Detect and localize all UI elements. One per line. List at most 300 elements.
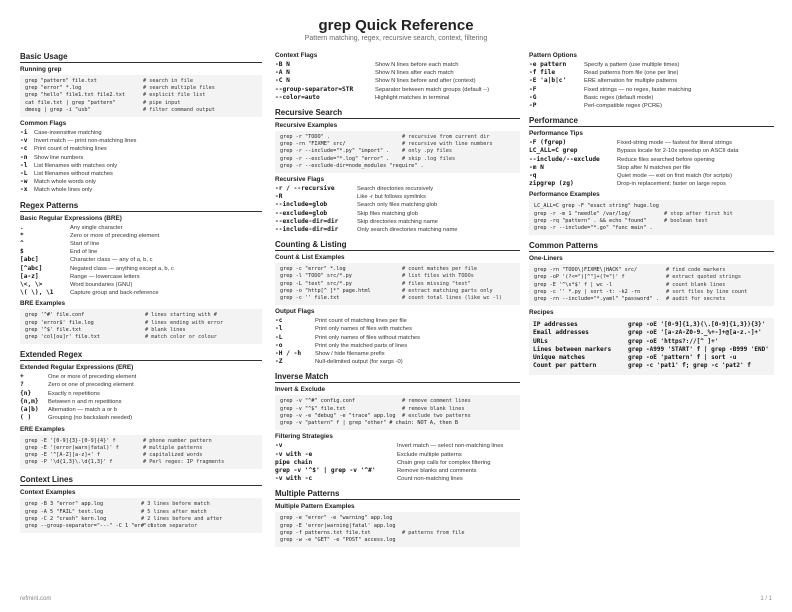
row-description: Print only names of files with matches — [315, 326, 412, 333]
table-row — [20, 414, 262, 422]
code-comment: # Perl regex: IP fragments — [143, 459, 225, 466]
row-key: -L — [275, 333, 283, 341]
code-command: grep -r --include="*.go" "func main" . — [534, 225, 653, 232]
code-command: grep -E 'error|warning|fatal' app.log — [280, 522, 396, 529]
row-description: Specify a pattern (use multiple times) — [584, 62, 680, 68]
table-row — [529, 77, 774, 85]
section-recursive — [275, 108, 520, 234]
code-line — [534, 203, 769, 210]
code-comment: # sort files by line count — [666, 288, 748, 295]
flag-table — [20, 129, 262, 195]
code-command: grep -l "TODO" src/*.py — [280, 273, 352, 280]
code-line — [280, 420, 515, 427]
code-comment: # count matches per file — [402, 266, 477, 273]
row-key: -G — [529, 93, 537, 101]
code-line — [25, 501, 257, 508]
code-command: grep 'col[ou]r' file.txt — [25, 334, 100, 341]
subsection-title: Multiple Pattern Examples — [275, 503, 355, 511]
row-description: Invert match — print non-matching lines — [34, 138, 137, 145]
row-description: Search directories recursively — [357, 186, 434, 193]
flag-table — [275, 317, 520, 366]
code-line — [280, 537, 515, 544]
table-row — [20, 373, 262, 381]
row-key: -f file — [529, 69, 556, 77]
code-comment: # capitalized words — [143, 451, 203, 458]
code-line — [25, 92, 257, 99]
section-title: Basic Usage — [20, 52, 262, 63]
code-line — [25, 509, 257, 516]
row-description: Read patterns from file (one per line) — [584, 70, 679, 77]
row-key: --include=glob — [275, 201, 328, 209]
row-description: Highlight matches in terminal — [375, 94, 450, 101]
code-line — [25, 334, 257, 341]
code-line — [25, 320, 257, 327]
section-title: Counting & Listing — [275, 240, 520, 251]
table-row — [275, 185, 520, 193]
row-description: Fixed strings — no regex, faster matching — [584, 86, 692, 93]
code-comment: # remove blank lines — [402, 405, 465, 412]
subsection-title: Count & List Examples — [275, 254, 345, 262]
table-row — [275, 226, 520, 234]
footer-page-number: 1 / 1 — [760, 596, 772, 602]
code-comment: # search multiple files — [143, 85, 215, 92]
table-row — [20, 398, 262, 406]
code-comment: # recursive from current dir — [402, 134, 490, 141]
subsection-title: ERE Examples — [20, 425, 65, 433]
row-key: Lines between markers — [533, 345, 612, 353]
table-row — [529, 147, 774, 155]
table-row — [20, 178, 262, 186]
table-row — [275, 451, 520, 459]
row-key: --include/--exclude — [529, 155, 600, 163]
code-command: grep "hello" file1.txt file2.txt — [25, 92, 125, 99]
table-row — [275, 210, 520, 218]
row-key: \<, \> — [20, 281, 43, 289]
row-key: Email addresses — [533, 329, 589, 337]
page-header — [0, 18, 792, 42]
code-command: grep -C 2 "crash" kern.log — [25, 515, 107, 522]
code-comment: # blank lines — [145, 326, 186, 333]
code-line — [280, 141, 515, 148]
row-key: {n,m} — [20, 397, 39, 405]
row-description: Negated class — anything except a, b, c — [70, 265, 174, 272]
row-description: Between n and m repetitions — [48, 398, 122, 405]
table-row — [20, 265, 262, 273]
subsection-title: One-Liners — [529, 255, 563, 263]
row-description: Match whole words only — [34, 179, 96, 186]
code-comment: # extract matching parts only — [402, 287, 493, 294]
code-line — [280, 413, 515, 420]
code-line — [280, 288, 515, 295]
code-command: grep -v "^#" config.conf — [280, 398, 355, 405]
row-key: --include-dir=dir — [275, 226, 339, 234]
section-title: Performance — [529, 116, 774, 127]
table-row — [20, 240, 262, 248]
row-key: \( \), \1 — [20, 289, 54, 297]
row-description: List filenames without matches — [34, 171, 113, 178]
code-line — [280, 523, 515, 530]
table-row — [529, 61, 774, 69]
table-row — [20, 390, 262, 398]
code-line — [280, 273, 515, 280]
code-comment: # phone number pattern — [143, 437, 212, 444]
code-block — [529, 264, 774, 306]
table-row — [275, 350, 520, 358]
row-description: Count non-matching lines — [397, 476, 463, 483]
subsection-title: Performance Tips — [529, 130, 583, 138]
section-pattern-options — [529, 52, 774, 110]
row-description: Show line numbers — [34, 154, 84, 161]
row-key: pipe chain — [275, 458, 313, 466]
row-description: ERE alternation for multiple patterns — [584, 78, 678, 85]
code-command: grep -v "^$" file.txt — [280, 405, 346, 412]
code-command: grep "error" *.log — [25, 85, 82, 92]
code-line — [25, 438, 257, 445]
code-comment: # exclude two patterns — [402, 412, 471, 419]
row-description: grep -A999 'START' f | grep -B999 'END' — [628, 345, 769, 353]
code-line — [25, 78, 257, 85]
row-key: -e pattern — [529, 61, 567, 68]
code-command: grep --group-separator="---" -C 1 "err" f — [25, 522, 154, 529]
row-description: grep -c 'pat1' f; grep -c 'pat2' f — [628, 362, 751, 370]
code-comment: # 3 lines before match — [141, 501, 210, 508]
page-title: grep Quick Reference — [318, 17, 474, 34]
row-description: Skip files matching glob — [357, 210, 418, 217]
row-key: -x — [20, 186, 28, 194]
code-command: grep -e "error" -e "warning" app.log — [280, 515, 393, 522]
code-block — [20, 435, 262, 470]
code-command: grep -o "http[^ ]*" page.html — [280, 287, 371, 294]
row-key: -C N — [275, 77, 290, 85]
table-row — [20, 232, 262, 240]
column-3 — [529, 52, 774, 381]
code-command: grep -f patterns.txt file.txt — [280, 529, 371, 536]
code-command: LC_ALL=C grep -F "exact string" huge.log — [534, 203, 659, 210]
code-command: grep -r --exclude-dir=node_modules "require" . — [280, 162, 424, 169]
row-key: -E 'a|b|c' — [529, 77, 567, 85]
row-key: -v with -e — [275, 450, 313, 458]
recipes-block — [529, 318, 774, 375]
section-title: Recursive Search — [275, 108, 520, 119]
row-key: -L — [20, 170, 28, 178]
section-extended-regex — [20, 350, 262, 469]
row-description: Drop-in replacement; faster on large repos — [617, 181, 726, 188]
table-row — [20, 186, 262, 194]
table-row — [275, 201, 520, 209]
row-description: Start of line — [70, 241, 100, 248]
tips-table — [529, 139, 774, 188]
column-1 — [20, 52, 262, 539]
code-command: grep -c '' file.txt — [280, 295, 340, 302]
row-key: -c — [275, 317, 283, 325]
code-line — [280, 281, 515, 288]
row-key: -l — [275, 325, 283, 333]
row-description: List filenames with matches only — [34, 162, 118, 169]
code-command: grep -v -e "debug" -e "trace" app.log — [280, 412, 396, 419]
row-key: --exclude-dir=dir — [275, 217, 339, 225]
row-key: {n} — [20, 389, 32, 397]
table-row — [275, 358, 520, 366]
row-key: IP addresses — [533, 321, 578, 329]
table-row — [275, 69, 520, 77]
code-comment: # 2 lines before and after — [141, 515, 223, 522]
code-command: grep -rn "FIXME" src/ — [280, 141, 346, 148]
table-row — [20, 406, 262, 414]
row-key: -c — [20, 145, 28, 153]
row-description: Remove blanks and comments — [397, 467, 477, 474]
table-row — [20, 129, 262, 137]
row-description: grep -oE 'https?://[^ ]+' — [628, 337, 719, 345]
code-comment: # match color or colour — [145, 334, 217, 341]
flag-table — [275, 185, 520, 234]
code-comment: # patterns from file — [402, 529, 465, 536]
row-key: (a|b) — [20, 406, 39, 414]
row-description: Bypass locale for 2-10x speedup on ASCII data — [617, 148, 739, 155]
subsection-title: Filtering Strategies — [275, 433, 333, 441]
row-description: Show N lines before each match — [375, 62, 459, 68]
subsection-title: Invert & Exclude — [275, 386, 326, 394]
row-description: Skip directories matching name — [357, 218, 438, 225]
row-key: ^ — [20, 240, 24, 248]
code-line — [25, 327, 257, 334]
table-row — [529, 94, 774, 102]
flag-table — [275, 61, 520, 102]
row-key: -B N — [275, 61, 290, 68]
option-table — [529, 61, 774, 110]
row-key: -r / --recursive — [275, 185, 335, 193]
section-counting — [275, 240, 520, 366]
code-command: grep -v "pattern" f | grep "other" # chain: NOT A, then B — [280, 420, 459, 427]
code-comment: # skip .log files — [402, 155, 456, 162]
strategy-table — [275, 442, 520, 483]
code-command: grep 'error$' file.log — [25, 319, 94, 326]
code-block — [529, 200, 774, 235]
code-command: grep -r --exclude="*.log" "error" . — [280, 155, 390, 162]
code-line — [280, 398, 515, 405]
section-title: Extended Regex — [20, 350, 262, 361]
code-block — [275, 263, 520, 305]
code-line — [280, 266, 515, 273]
section-multiple — [275, 489, 520, 547]
row-description: Like -r but follows symlinks — [357, 194, 426, 201]
subsection-title: Context Flags — [275, 52, 318, 59]
code-line — [280, 530, 515, 537]
row-key: --exclude=glob — [275, 209, 328, 217]
row-description: Zero or more of preceding element — [70, 232, 160, 239]
row-key: -A N — [275, 69, 290, 77]
section-regex — [20, 201, 262, 345]
table-row — [20, 248, 262, 256]
row-description: One or more of preceding element — [48, 374, 137, 381]
table-row — [275, 342, 520, 350]
code-comment: # boolean test — [664, 217, 708, 224]
row-description: grep -oE 'pattern' f | sort -u — [628, 354, 737, 362]
row-key: -H / -h — [275, 350, 302, 358]
row-description: Case-insensitive matching — [34, 130, 102, 137]
code-comment: # multiple patterns — [143, 444, 203, 451]
code-command: grep "pattern" file.txt — [25, 78, 97, 84]
row-key: . — [20, 223, 24, 231]
row-description: Only search directories matching name — [357, 227, 458, 234]
row-key: -m N — [529, 163, 544, 171]
table-row — [20, 145, 262, 153]
row-key: -o — [275, 341, 283, 349]
code-comment: # filter command output — [143, 106, 215, 113]
subsection-title: Recipes — [529, 309, 554, 317]
row-key: -q — [529, 172, 537, 180]
code-comment: # recursive with line numbers — [402, 141, 493, 148]
code-line — [25, 85, 257, 92]
row-description: Print only the matched parts of lines — [315, 342, 408, 349]
subsection-title: Common Flags — [20, 120, 67, 128]
row-description: Print only names of files without matches — [315, 334, 421, 341]
row-description: Match whole lines only — [34, 187, 93, 194]
code-comment: # only .py files — [402, 148, 452, 155]
section-performance — [529, 116, 774, 235]
code-line — [280, 163, 515, 170]
row-description: Show / hide filename prefix — [315, 351, 385, 358]
row-key: --color=auto — [275, 93, 320, 101]
code-block — [275, 512, 520, 547]
code-command: grep -rq "pattern" . && echo "found" — [534, 217, 647, 224]
code-comment: # pipe input — [143, 99, 181, 106]
subsection-title: Output Flags — [275, 308, 315, 316]
code-line — [280, 148, 515, 155]
section-context-lines — [20, 475, 262, 533]
code-line — [25, 312, 257, 319]
table-row — [275, 459, 520, 467]
row-key: -n — [20, 153, 28, 161]
section-title: Multiple Patterns — [275, 489, 520, 500]
code-command: grep -rn "TODO\|FIXME\|HACK" src/ — [534, 267, 638, 274]
table-row — [529, 69, 774, 77]
row-key: -Z — [275, 358, 283, 366]
table-row — [275, 94, 520, 102]
code-comment: # remove comment lines — [402, 398, 471, 405]
code-block — [275, 395, 520, 430]
code-command: grep -E '[0-9]{3}-[0-9]{4}' f — [25, 437, 116, 444]
code-comment: # lines starting with # — [145, 312, 217, 319]
code-comment: # stop after first hit — [664, 210, 733, 217]
row-key: ( ) — [20, 414, 32, 422]
code-line — [25, 452, 257, 459]
table-row — [20, 281, 262, 289]
row-description: Capture group and back-reference — [70, 290, 159, 297]
row-description: Any single character — [70, 224, 123, 231]
code-comment: # 5 lines after match — [141, 508, 207, 515]
row-description: Exactly n repetitions — [48, 390, 100, 397]
code-command: grep -E '^\s*$' f | wc -l — [534, 281, 613, 288]
table-row — [20, 162, 262, 170]
row-description: Chain grep calls for complex filtering — [397, 459, 491, 466]
table-row — [529, 156, 774, 164]
code-comment: # count total lines (like wc -l) — [402, 295, 502, 302]
row-key: $ — [20, 248, 24, 256]
row-description: Show N lines before and after (context) — [375, 78, 476, 85]
table-row — [275, 61, 520, 69]
subsection-title: Running grep — [20, 66, 62, 73]
code-comment: # explicit file list — [143, 92, 206, 99]
table-row — [275, 325, 520, 333]
row-description: Range — lowercase letters — [70, 273, 140, 280]
subsection-title: Recursive Flags — [275, 176, 325, 184]
code-command: grep -c "error" *.log — [280, 266, 346, 273]
table-row — [533, 346, 770, 354]
section-context-flags — [275, 52, 520, 102]
row-key: -v — [20, 137, 28, 145]
subsection-title: Recursive Examples — [275, 122, 338, 130]
code-command: grep -B 3 "error" app.log — [25, 501, 104, 508]
table-row — [275, 86, 520, 94]
code-command: grep -c '' *.py | sort -t: -k2 -rn — [534, 288, 641, 295]
row-key: Count per pattern — [533, 362, 597, 370]
table-row — [529, 139, 774, 147]
code-line — [25, 107, 257, 114]
row-description: Stop after N matches per file — [617, 164, 691, 171]
code-line — [280, 134, 515, 141]
row-description: grep -oE '[a-zA-Z0-9._%+-]+@[a-z.-]+' — [628, 329, 762, 337]
row-key: -w — [20, 178, 28, 186]
section-title: Inverse Match — [275, 372, 520, 383]
table-row — [533, 362, 770, 370]
row-description: Exclude multiple patterns — [397, 451, 462, 458]
code-line — [534, 296, 769, 303]
table-row — [20, 224, 262, 232]
section-title: Common Patterns — [529, 241, 774, 252]
row-description: Show N lines after each match — [375, 70, 454, 77]
regex-table — [20, 373, 262, 422]
code-command: grep '^#' file.conf — [25, 312, 85, 319]
row-key: [^abc] — [20, 264, 43, 272]
row-description: Reduce files searched before opening — [617, 156, 715, 163]
subsection-title: Extended Regular Expressions (ERE) — [20, 364, 134, 372]
table-row — [529, 102, 774, 110]
table-row — [275, 77, 520, 85]
row-description: grep -oE '[0-9]{1,3}(\.[0-9]{1,3}){3}' — [628, 321, 766, 329]
row-description: Basic regex (default mode) — [584, 94, 654, 101]
code-line — [534, 225, 769, 232]
subsection-title: Context Examples — [20, 489, 76, 497]
table-row — [275, 475, 520, 483]
subsection-title: Pattern Options — [529, 52, 577, 59]
subsection-title: Basic Regular Expressions (BRE) — [20, 214, 122, 222]
table-row — [529, 164, 774, 172]
section-inverse — [275, 372, 520, 483]
code-line — [534, 282, 769, 289]
row-description: Null-delimited output (for xargs -0) — [315, 359, 403, 366]
row-key: --group-separator=STR — [275, 85, 354, 93]
table-row — [529, 172, 774, 180]
row-key: -F (fgrep) — [529, 139, 567, 147]
row-key: * — [20, 231, 24, 239]
table-row — [20, 256, 262, 264]
code-block — [20, 309, 262, 344]
code-block — [20, 498, 262, 533]
table-row — [20, 273, 262, 281]
code-line — [25, 459, 257, 466]
regex-table — [20, 224, 262, 298]
code-comment: # custom separator — [141, 522, 198, 529]
code-line — [280, 406, 515, 413]
code-command: grep -oP '(?<=")[^"]+(?=")' f — [534, 274, 625, 281]
code-block — [20, 75, 262, 117]
row-key: grep -v '^$' | grep -v '^#' — [275, 466, 376, 474]
subsection-title: BRE Examples — [20, 300, 66, 308]
row-key: ? — [20, 381, 24, 389]
table-row — [533, 329, 770, 337]
row-description: End of line — [70, 249, 98, 256]
table-row — [533, 354, 770, 362]
